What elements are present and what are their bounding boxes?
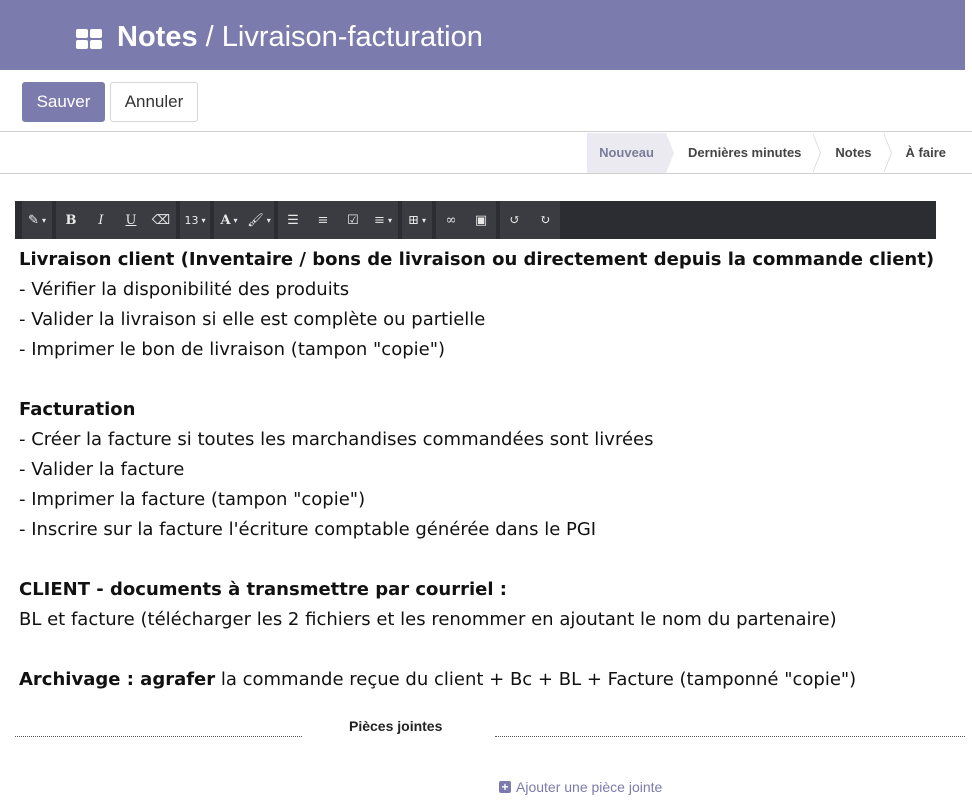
note-editor[interactable]	[19, 245, 964, 695]
list-item: - Imprimer le bon de livraison (tampon "copie")	[19, 339, 446, 360]
archive-paragraph: Archivage : agrafer la commande reçue du client + Bc + BL + Facture (tamponné "copie")	[19, 669, 857, 690]
stage-notes[interactable]	[813, 133, 883, 173]
bold-icon[interactable]: B	[65, 212, 77, 228]
add-attachment-link[interactable]	[499, 779, 662, 795]
breadcrumb-separator: /	[197, 21, 222, 53]
font-size-dropdown[interactable]: 13 ▾	[184, 213, 206, 227]
attachments-header	[15, 713, 965, 743]
dotted-separator	[15, 736, 302, 737]
list-item: - Imprimer la facture (tampon "copie")	[19, 489, 366, 510]
add-attachment-label: Ajouter une pièce jointe	[516, 779, 663, 795]
plus-icon: +	[499, 781, 511, 793]
divider	[0, 173, 972, 174]
list-item: - Valider la livraison si elle est complète ou partielle	[19, 309, 486, 330]
undo-icon[interactable]: ↺	[509, 212, 521, 228]
stage-label: Dernières minutes	[687, 145, 802, 160]
cancel-button[interactable]: Annuler	[110, 82, 198, 122]
italic-icon[interactable]: I	[98, 212, 104, 228]
list-item: - Créer la facture si toutes les marchandises commandées sont livrées	[19, 429, 654, 450]
section-title: Livraison client (Inventaire / bons de livraison ou directement depuis la commande client)	[19, 249, 935, 270]
bullet-list-icon[interactable]: ☰	[287, 212, 299, 228]
stage-dernieres-minutes[interactable]	[666, 133, 813, 173]
stage-label: Nouveau	[599, 145, 654, 160]
list-item: - Vérifier la disponibilité des produits	[19, 279, 350, 300]
list-item: - Inscrire sur la facture l'écriture comptable générée dans le PGI	[19, 519, 597, 540]
top-bar	[0, 0, 965, 70]
breadcrumb	[117, 18, 483, 56]
font-size-value: 13	[184, 213, 199, 227]
breadcrumb-record: Livraison-facturation	[221, 21, 483, 53]
stage-label: À faire	[905, 145, 946, 160]
redo-icon[interactable]: ↻	[539, 212, 551, 228]
checklist-icon[interactable]: ☑	[347, 212, 359, 228]
align-icon[interactable]: ≡ ▾	[374, 212, 392, 228]
stage-a-faire[interactable]	[884, 133, 958, 173]
link-icon[interactable]: ∞	[445, 212, 457, 228]
image-icon[interactable]: ▣	[474, 212, 488, 228]
underline-icon[interactable]: U	[125, 212, 137, 228]
section-title: Facturation	[19, 399, 136, 420]
apps-menu-icon[interactable]	[76, 29, 102, 49]
attachments-title: Pièces jointes	[349, 718, 443, 734]
save-button[interactable]: Sauver	[22, 82, 105, 122]
eraser-icon[interactable]: ⌫	[151, 212, 171, 228]
style-magic-icon[interactable]: ✎ ▾	[28, 212, 46, 228]
font-color-icon[interactable]: A ▾	[220, 212, 238, 228]
brush-icon[interactable]: 🖌 ▾	[247, 212, 271, 228]
numbered-list-icon[interactable]: ≡	[317, 212, 329, 228]
divider	[0, 131, 972, 132]
stage-statusbar	[587, 133, 958, 173]
dotted-separator	[495, 736, 965, 737]
stage-label: Notes	[835, 145, 872, 160]
breadcrumb-app[interactable]: Notes	[117, 21, 198, 53]
paragraph: BL et facture (télécharger les 2 fichiers et les renommer en ajoutant le nom du partenaire)	[19, 609, 837, 630]
list-item: - Valider la facture	[19, 459, 185, 480]
section-title: CLIENT - documents à transmettre par courriel :	[19, 579, 508, 600]
table-icon[interactable]: ⊞ ▾	[408, 212, 426, 228]
stage-nouveau[interactable]	[587, 133, 666, 173]
editor-toolbar	[15, 201, 936, 239]
